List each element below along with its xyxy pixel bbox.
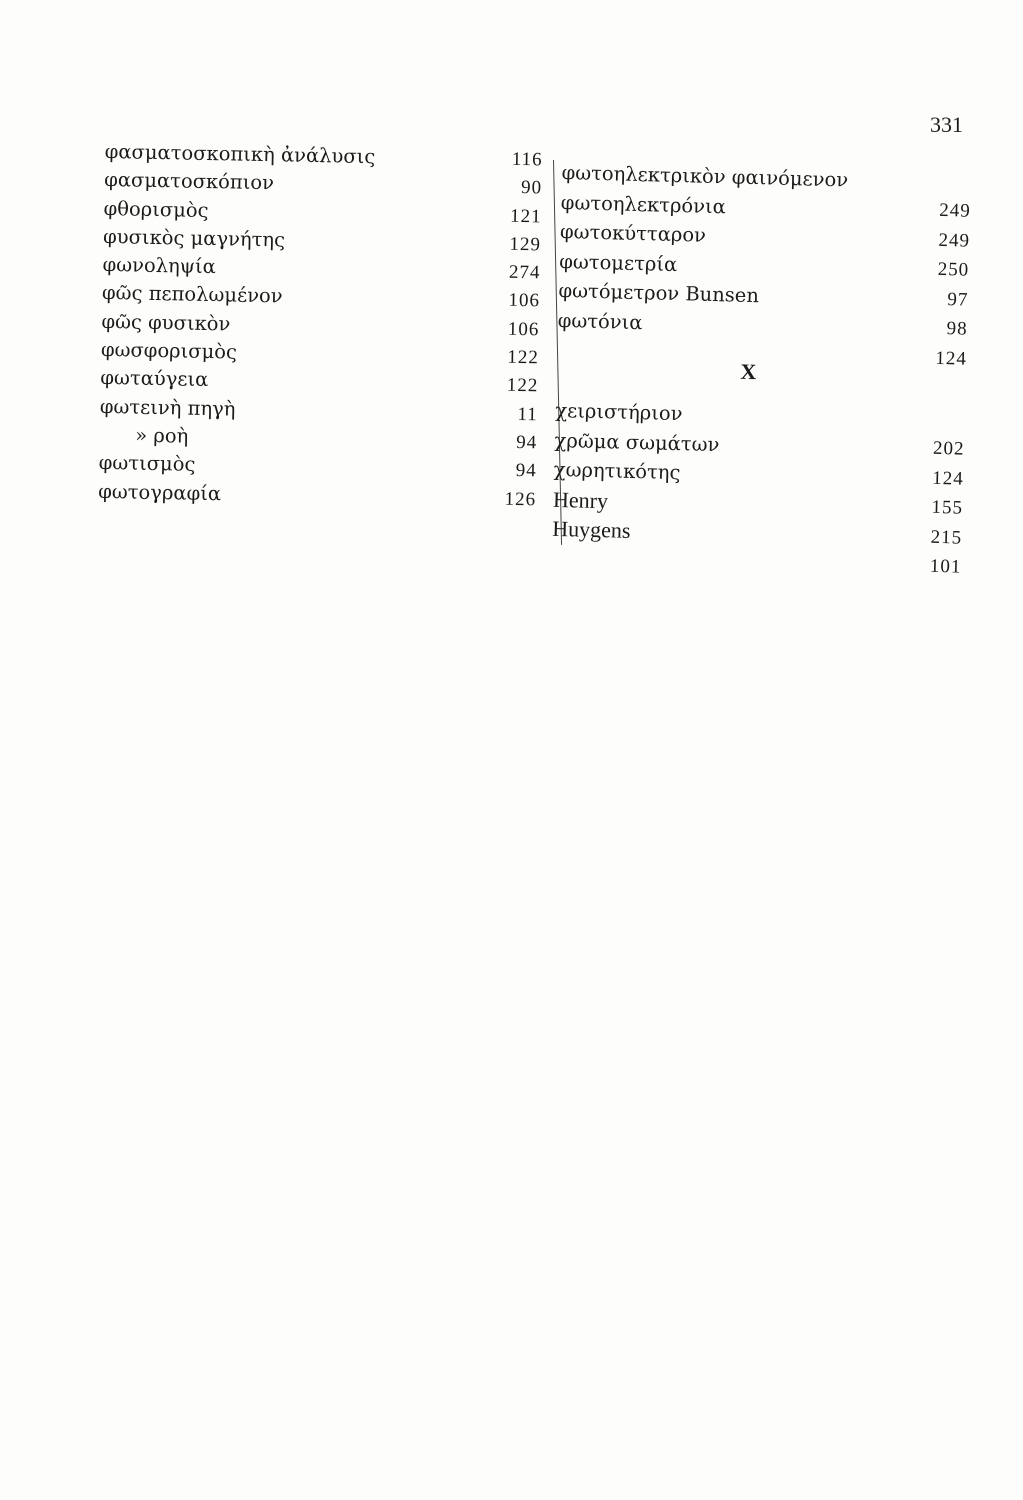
section-letter-heading: X (740, 358, 757, 385)
index-page-ref: 11 (517, 403, 538, 426)
index-term: φθορισμὸς (103, 196, 209, 222)
index-page-ref: 101 (929, 556, 962, 578)
index-page-ref: 97 (947, 288, 969, 311)
index-page-ref: 122 (507, 346, 540, 369)
index-column-right (551, 158, 972, 578)
index-term: φωσφορισμὸς (100, 338, 238, 364)
index-page-ref: 122 (506, 375, 539, 397)
index-term: Henry (552, 486, 609, 514)
index-page-ref: 90 (520, 177, 543, 199)
index-term: φωταύγεια (100, 366, 209, 392)
index-page-ref: 116 (511, 148, 543, 171)
index-term: φωτισμὸς (98, 451, 196, 477)
index-page-ref: 124 (935, 347, 968, 370)
index-term: φωτόμετρον Bunsen (558, 279, 760, 308)
index-term: φωτομετρία (558, 249, 678, 276)
index-page-ref: 250 (937, 259, 970, 281)
index-term: φυσικὸς μαγνήτης (102, 224, 286, 252)
index-term: φασματοσκόπιον (103, 168, 275, 195)
index-term: χωρητικότης (553, 458, 681, 485)
index-term: φωτοκύτταρον (559, 220, 707, 247)
index-term: χειριστήριον (555, 398, 683, 426)
index-term: φωτεινὴ πηγὴ (99, 394, 236, 421)
index-list-phi-continued (557, 158, 972, 370)
index-page-ref: 249 (938, 199, 972, 222)
index-page-ref: 106 (507, 318, 540, 341)
index-page-ref: 129 (509, 233, 542, 256)
index-page-ref: 249 (938, 229, 971, 252)
index-term: φωτοηλεκτρόνια (560, 190, 727, 218)
index-term: φῶς φυσικὸν (101, 309, 231, 336)
index-term: φῶς πεπολωμένον (101, 281, 283, 308)
index-term: φασματοσκοπικὴ ἀνάλυσις (104, 139, 376, 169)
index-term: Huygens (551, 516, 631, 544)
index-page-ref: 215 (930, 526, 963, 549)
index-term: φωτόνια (557, 308, 643, 335)
index-page-ref: 155 (931, 496, 964, 519)
index-term: φωνοληψία (102, 253, 217, 279)
index-term: φωτοηλεκτρικὸν φαινόμενον (561, 160, 849, 192)
page-number: 331 (930, 112, 963, 137)
index-page-ref: 121 (509, 205, 542, 227)
index-page-ref: 124 (931, 467, 965, 490)
index-page-ref: 94 (515, 460, 537, 482)
index-page-ref: 98 (946, 318, 968, 341)
index-column-left (98, 138, 543, 514)
index-page-ref: 202 (932, 437, 965, 460)
index-term: χρῶμα σωμάτων (554, 428, 720, 456)
index-page-ref: 94 (516, 431, 538, 454)
index-term: » ροὴ (135, 423, 189, 448)
index-page-ref: 126 (504, 488, 537, 510)
index-list-chi (551, 396, 966, 578)
index-page-ref: 106 (508, 290, 541, 312)
index-term: φωτογραφία (98, 479, 222, 505)
index-page-ref: 274 (508, 261, 541, 284)
